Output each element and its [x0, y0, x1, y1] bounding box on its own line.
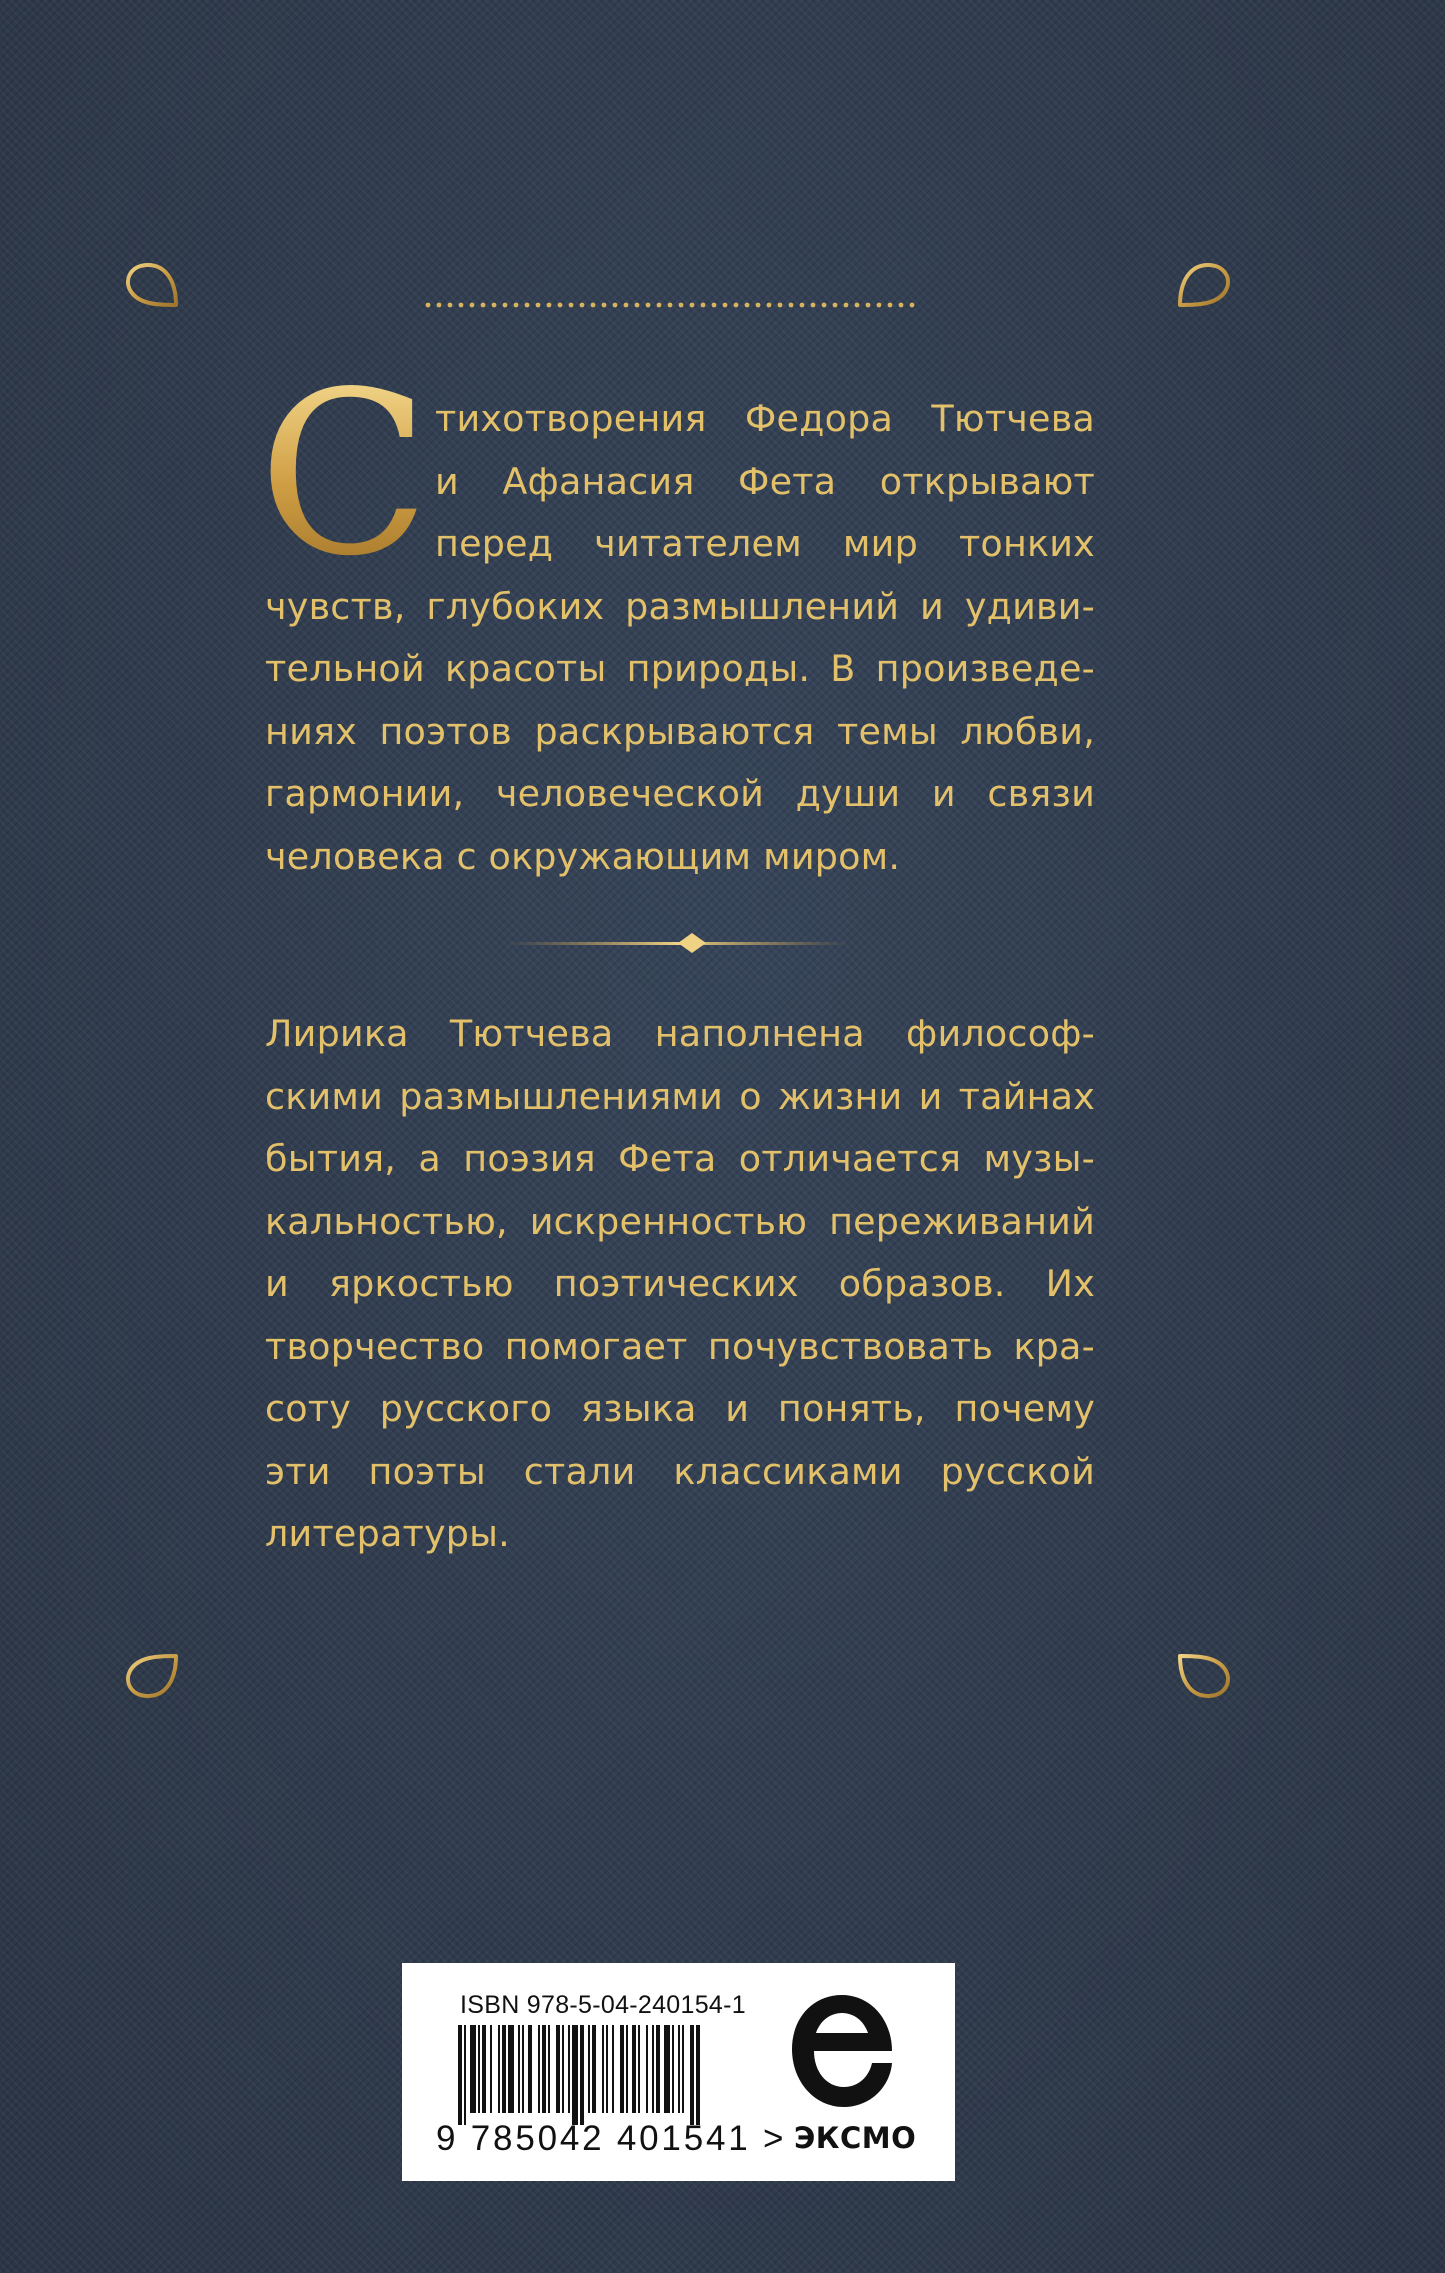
text-line: человека с окружающим миром. — [265, 834, 901, 878]
frame-dot — [767, 303, 772, 308]
barcode-bar — [646, 2025, 648, 2113]
text-line: тихотворения Федора Тютчева — [435, 397, 1095, 440]
isbn-number: ISBN 978-5-04-240154-1 — [460, 1991, 746, 2019]
barcode-bar — [638, 2025, 640, 2113]
barcode-bar — [592, 2025, 596, 2113]
text-line: перед читателем мир тонких — [435, 522, 1095, 565]
text-line: тельной красоты природы. В произведе- — [265, 647, 1095, 690]
frame-dot — [910, 303, 915, 308]
frame-dot — [723, 303, 728, 308]
barcode-digits: 9 785042 401541 > — [436, 2119, 787, 2158]
barcode-bar — [678, 2025, 680, 2113]
frame-dot — [580, 303, 585, 308]
description-paragraph-1 — [265, 388, 1095, 888]
description-paragraph-2 — [265, 1003, 1095, 1566]
barcode-bar — [498, 2025, 500, 2113]
barcode-bar — [690, 2025, 694, 2125]
barcode-bar — [672, 2025, 674, 2113]
barcode-icon — [458, 2025, 758, 2125]
barcode-bar — [518, 2025, 520, 2113]
frame-dot — [569, 303, 574, 308]
text-line: чувств, глубоких размышлений и удиви- — [265, 584, 1095, 628]
barcode-bar — [508, 2025, 514, 2113]
barcode-bar — [502, 2025, 506, 2113]
barcode-bar — [568, 2025, 570, 2113]
frame-dot — [547, 303, 552, 308]
text-line: кальностью, искренностью переживаний — [265, 1199, 1095, 1243]
barcode-bar — [528, 2025, 532, 2113]
barcode-bar — [652, 2025, 654, 2113]
frame-dot — [855, 303, 860, 308]
frame-dot — [470, 303, 475, 308]
barcode-bar — [458, 2025, 462, 2125]
frame-dot — [448, 303, 453, 308]
frame-dot — [558, 303, 563, 308]
frame-dot — [734, 303, 739, 308]
text-line: Лирика Тютчева наполнена философ- — [265, 1012, 1095, 1055]
barcode-bar — [588, 2025, 590, 2113]
barcode-bar — [522, 2025, 524, 2113]
frame-dot — [800, 303, 805, 308]
text-line: эти поэты стали классиками русской — [265, 1449, 1095, 1493]
frame-dot — [602, 303, 607, 308]
barcode-bar — [602, 2025, 604, 2113]
drop-cap: С — [258, 344, 431, 606]
frame-dot — [811, 303, 816, 308]
text-line: скими размышлениями о жизни и тайнах — [265, 1074, 1095, 1118]
frame-dot — [525, 303, 530, 308]
text-line: творчество помогает почувствовать кра- — [265, 1324, 1095, 1368]
barcode-bar — [464, 2025, 466, 2125]
barcode-bar — [664, 2025, 670, 2113]
frame-dot — [888, 303, 893, 308]
frame-dot — [844, 303, 849, 308]
barcode-bar — [542, 2025, 546, 2113]
barcode-bar — [538, 2025, 540, 2113]
frame-dot — [745, 303, 750, 308]
frame-dot — [591, 303, 596, 308]
frame-dot — [492, 303, 497, 308]
frame-dot — [437, 303, 442, 308]
barcode-bar — [580, 2025, 584, 2125]
frame-dot — [536, 303, 541, 308]
barcode-bar — [556, 2025, 560, 2113]
frame-dot — [822, 303, 827, 308]
text-line: ниях поэтов раскрываются темы любви, — [265, 709, 1095, 753]
text-line: бытия, а поэзия Фета отличается музы- — [265, 1137, 1095, 1180]
frame-dot — [624, 303, 629, 308]
frame-dot — [613, 303, 618, 308]
frame-dot — [481, 303, 486, 308]
frame-dot — [833, 303, 838, 308]
frame-dot — [679, 303, 684, 308]
text-line: соту русского языка и понять, почему — [265, 1387, 1095, 1430]
barcode-bar — [632, 2025, 636, 2113]
barcode-bar — [656, 2025, 660, 2113]
frame-dot — [899, 303, 904, 308]
frame-dot — [756, 303, 761, 308]
frame-dot — [668, 303, 673, 308]
eksmo-logo-icon — [786, 1991, 898, 2113]
barcode-bar — [572, 2025, 578, 2125]
frame-dot — [657, 303, 662, 308]
frame-dot — [635, 303, 640, 308]
barcode-bar — [490, 2025, 492, 2113]
frame-dot — [426, 303, 431, 308]
frame-dot — [866, 303, 871, 308]
separator-ornament — [505, 933, 850, 953]
frame-dot — [789, 303, 794, 308]
frame-dot — [646, 303, 651, 308]
barcode-bar — [626, 2025, 628, 2113]
barcode-bar — [682, 2025, 684, 2113]
barcode-bar — [696, 2025, 700, 2125]
barcode-bar — [482, 2025, 486, 2113]
barcode-bar — [470, 2025, 476, 2113]
text-line: и яркостью поэтических образов. Их — [265, 1262, 1095, 1305]
barcode-bar — [478, 2025, 480, 2113]
frame-dot — [690, 303, 695, 308]
publisher-name: ЭКСМО — [794, 2121, 917, 2155]
frame-dot — [503, 303, 508, 308]
frame-dot — [712, 303, 717, 308]
barcode-bar — [548, 2025, 550, 2113]
barcode-panel — [402, 1963, 955, 2181]
frame-dot — [459, 303, 464, 308]
barcode-bar — [562, 2025, 564, 2113]
frame-dot — [701, 303, 706, 308]
barcode-bar — [620, 2025, 624, 2113]
barcode-bar — [606, 2025, 608, 2113]
frame-dot — [877, 303, 882, 308]
text-line: и Афанасия Фета открывают — [435, 459, 1095, 503]
frame-dot — [514, 303, 519, 308]
text-line: гармонии, человеческой души и связи — [265, 772, 1095, 815]
text-line: литературы. — [265, 1512, 510, 1555]
frame-dot — [778, 303, 783, 308]
barcode-bar — [612, 2025, 614, 2113]
